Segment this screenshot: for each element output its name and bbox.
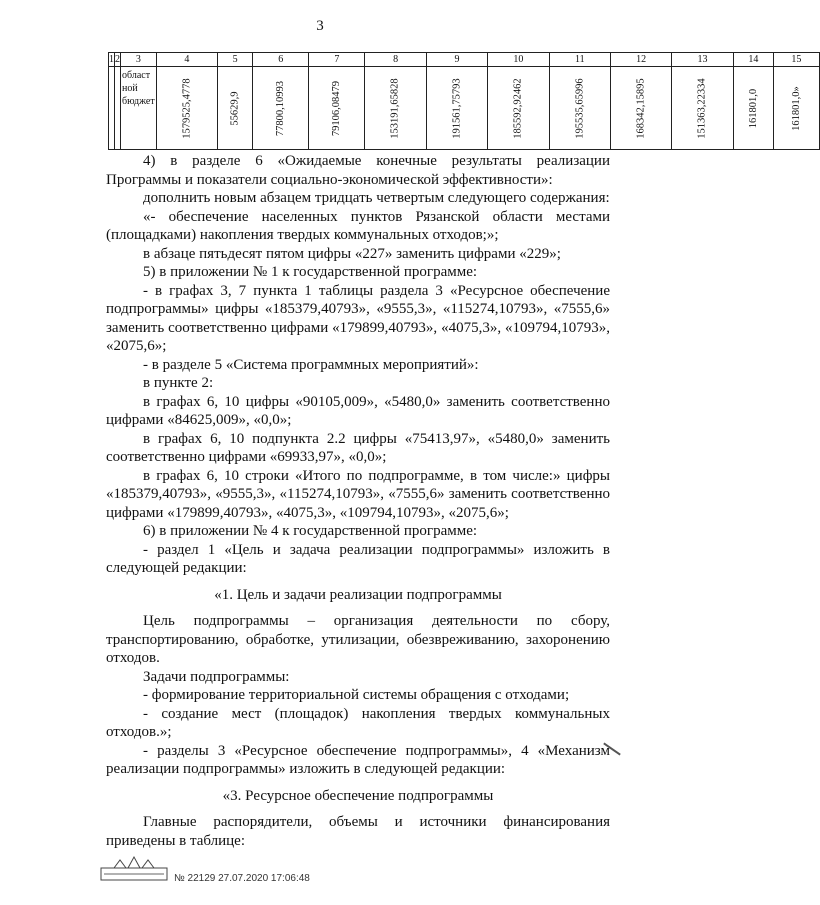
paragraph: «- обеспечение населенных пунктов Рязанской области местами (площадками) накопления твердых коммунальных отходов;»;	[106, 208, 610, 243]
paragraph: - в графах 3, 7 пункта 1 таблицы раздела 3 «Ресурсное обеспечение подпрограммы» цифры «185379,40793», «9555,3», «115274,10793», «7555,6» заменить соответственно цифрами «179899,40793», «4075,3», «109794,10793», «2075,6»;	[106, 282, 610, 354]
budget-table	[108, 52, 820, 150]
table-cell: 151363,22334	[672, 67, 733, 150]
paragraph: в абзаце пятьдесят пятом цифры «227» заменить цифрами «229»;	[143, 245, 561, 262]
table-header-cell: 5	[218, 53, 253, 67]
table-header-cell: 2	[115, 54, 120, 65]
paragraph: в графах 6, 10 строки «Итого по подпрограмме, в том числе:» цифры «185379,40793», «9555,3», «115274,10793», «7555,6» заменить соответственно цифрами «179899,40793», «4075,3», «109794,10793», «2075,6»;	[106, 467, 610, 521]
table-header-cell: 7	[309, 53, 365, 67]
table-cell: 1579525,4778	[156, 67, 217, 150]
table-row	[109, 67, 820, 150]
table-header-cell: 1	[109, 54, 114, 65]
table-header-cell: 6	[253, 53, 309, 67]
table-cell: 79106,08479	[309, 67, 365, 150]
table-header-cell: 11	[549, 53, 610, 67]
table-cell: 195535,65996	[549, 67, 610, 150]
document-body	[106, 152, 610, 850]
section-heading: «3. Ресурсное обеспечение подпрограммы	[222, 787, 494, 804]
table-header-cell: 15	[774, 53, 820, 67]
table-cell: 77800,10993	[253, 67, 309, 150]
paragraph: 5) в приложении № 1 к государственной программе:	[143, 264, 478, 280]
table-header-cell: 8	[365, 53, 426, 67]
paragraph: в пункте 2:	[143, 375, 214, 391]
table-cell: 191561,75793	[426, 67, 487, 150]
paragraph: - создание мест (площадок) накопления твердых коммунальных отходов.»;	[106, 705, 610, 740]
paragraph: - разделы 3 «Ресурсное обеспечение подпрограммы», 4 «Механизм реализации подпрограммы» изложить в следующей редакции:	[106, 742, 610, 777]
table-cell: 168342,15895	[610, 67, 671, 150]
paragraph: Цель подпрограммы – организация деятельности по сбору, транспортированию, обработке, утилизации, обезвреживанию, захоронению отходов.	[106, 613, 610, 666]
table-cell: 161801,0»	[774, 67, 820, 150]
table-header-cell: 9	[426, 53, 487, 67]
paragraph: дополнить новым абзацем тридцать четвертым следующего содержания:	[143, 190, 610, 206]
table-header-cell: 12	[610, 53, 671, 67]
section-heading: «1. Цель и задачи реализации подпрограммы	[214, 586, 502, 603]
page-number: 3	[316, 18, 324, 34]
table-header-row	[109, 53, 820, 67]
table-header-cell: 4	[156, 53, 217, 67]
paragraph: - формирование территориальной системы обращения с отходами;	[143, 687, 570, 703]
table-cell: 55629,9	[218, 67, 253, 150]
paragraph: 4) в разделе 6 «Ожидаемые конечные результаты реализации Программы и показатели социально-экономической эффективности»:	[106, 153, 610, 188]
paragraph: в графах 6, 10 подпункта 2.2 цифры «75413,97», «5480,0» заменить соответственно цифрами «69933,97», «0,0»;	[106, 430, 610, 465]
table-cell: 161801,0	[733, 67, 773, 150]
table-header-cell: 13	[672, 53, 733, 67]
table-header-cell: 3	[121, 53, 157, 67]
paragraph: - раздел 1 «Цель и задача реализации подпрограммы» изложить в следующей редакции:	[106, 541, 610, 576]
paragraph: - в разделе 5 «Система программных мероприятий»:	[143, 356, 479, 373]
budget-source-cell: област ной бюджет	[121, 67, 157, 150]
paragraph: Задачи подпрограммы:	[143, 668, 290, 685]
emblem-stamp-icon	[100, 856, 168, 882]
paragraph: Главные распорядители, объемы и источники финансирования приведены в таблице:	[106, 814, 610, 849]
table-cell: 153191,65828	[365, 67, 426, 150]
document-registration-code: № 22129 27.07.2020 17:06:48	[174, 873, 310, 884]
table-header-cell: 14	[733, 53, 773, 67]
paragraph: в графах 6, 10 цифры «90105,009», «5480,0» заменить соответственно цифрами «84625,009», «0,0»;	[106, 393, 610, 428]
table-cell: 185592,92462	[488, 67, 549, 150]
paragraph: 6) в приложении № 4 к государственной программе:	[143, 523, 478, 539]
table-header-cell: 10	[488, 53, 549, 67]
